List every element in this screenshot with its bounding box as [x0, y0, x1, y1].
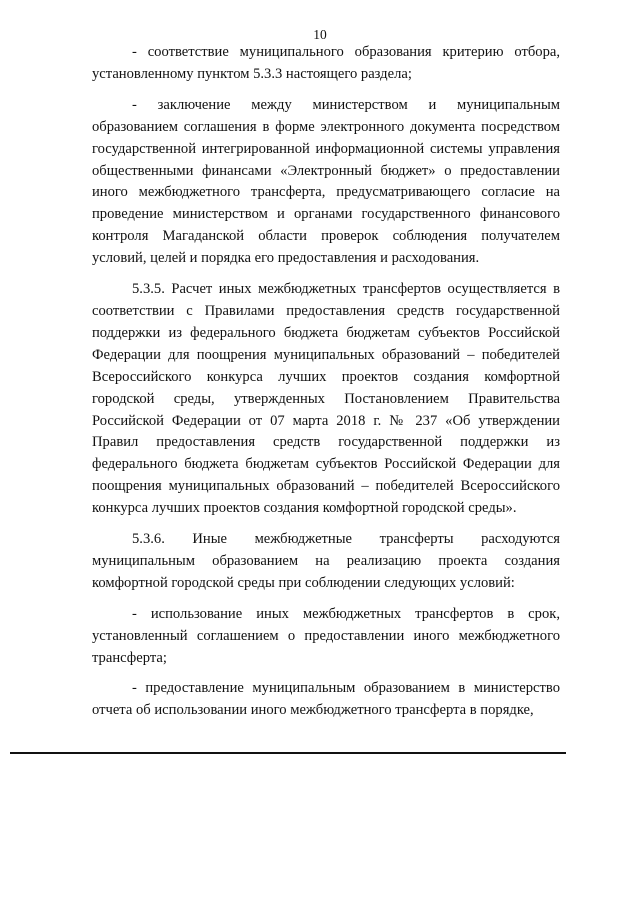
list-item-transfer-usage: - использование иных межбюджетных трансфертов в срок, установленный соглашением о предоставлении иного межбюджетного трансферта;	[92, 605, 560, 666]
page-bottom-rule	[10, 752, 566, 754]
list-item-agreement-conclusion: - заключение между министерством и муниципальным образованием соглашения в форме электронного документа посредством государственной интегрированной информационной системы управления общественными финансами «Электронный бюджет» о предоставлении иного межбюджетного трансферта, предусматривающего согласие на проведение министерством и органами государственного финансового контроля Магаданской области проверок соблюдения получателем условий, целей и порядка его предоставления и расходования.	[92, 96, 560, 267]
list-item-criterion-compliance: - соответствие муниципального образования критерию отбора, установленному пунктом 5.3.3 настоящего раздела;	[92, 44, 560, 82]
document-body	[92, 42, 560, 722]
list-item-report-submission: - предоставление муниципальным образованием в министерство отчета об использовании иного межбюджетного трансферта в порядке,	[92, 680, 560, 719]
page-number: 10	[313, 27, 327, 42]
paragraph-5-3-6: 5.3.6. Иные межбюджетные трансферты расходуются муниципальным образованием на реализацию проекта создания комфортной городской среды при соблюдении следующих условий:	[92, 531, 560, 591]
paragraph-5-3-5: 5.3.5. Расчет иных межбюджетных трансфертов осуществляется в соответствии с Правилами предоставления средств государственной поддержки из федерального бюджета бюджетам субъектов Российской Федерации для поощрения муниципальных образований – победителей Всероссийского конкурса лучших проектов создания комфортной городской среды, утвержденных Постановлением Правительства Российской Федерации от 07 марта 2018 г. № 237 «Об утверждении Правил предоставления средств государственной поддержки из федерального бюджета бюджетам субъектов Российской Федерации для поощрения муниципальных образований – победителей Всероссийского конкурса лучших проектов создания комфортной городской среды».	[92, 281, 560, 517]
